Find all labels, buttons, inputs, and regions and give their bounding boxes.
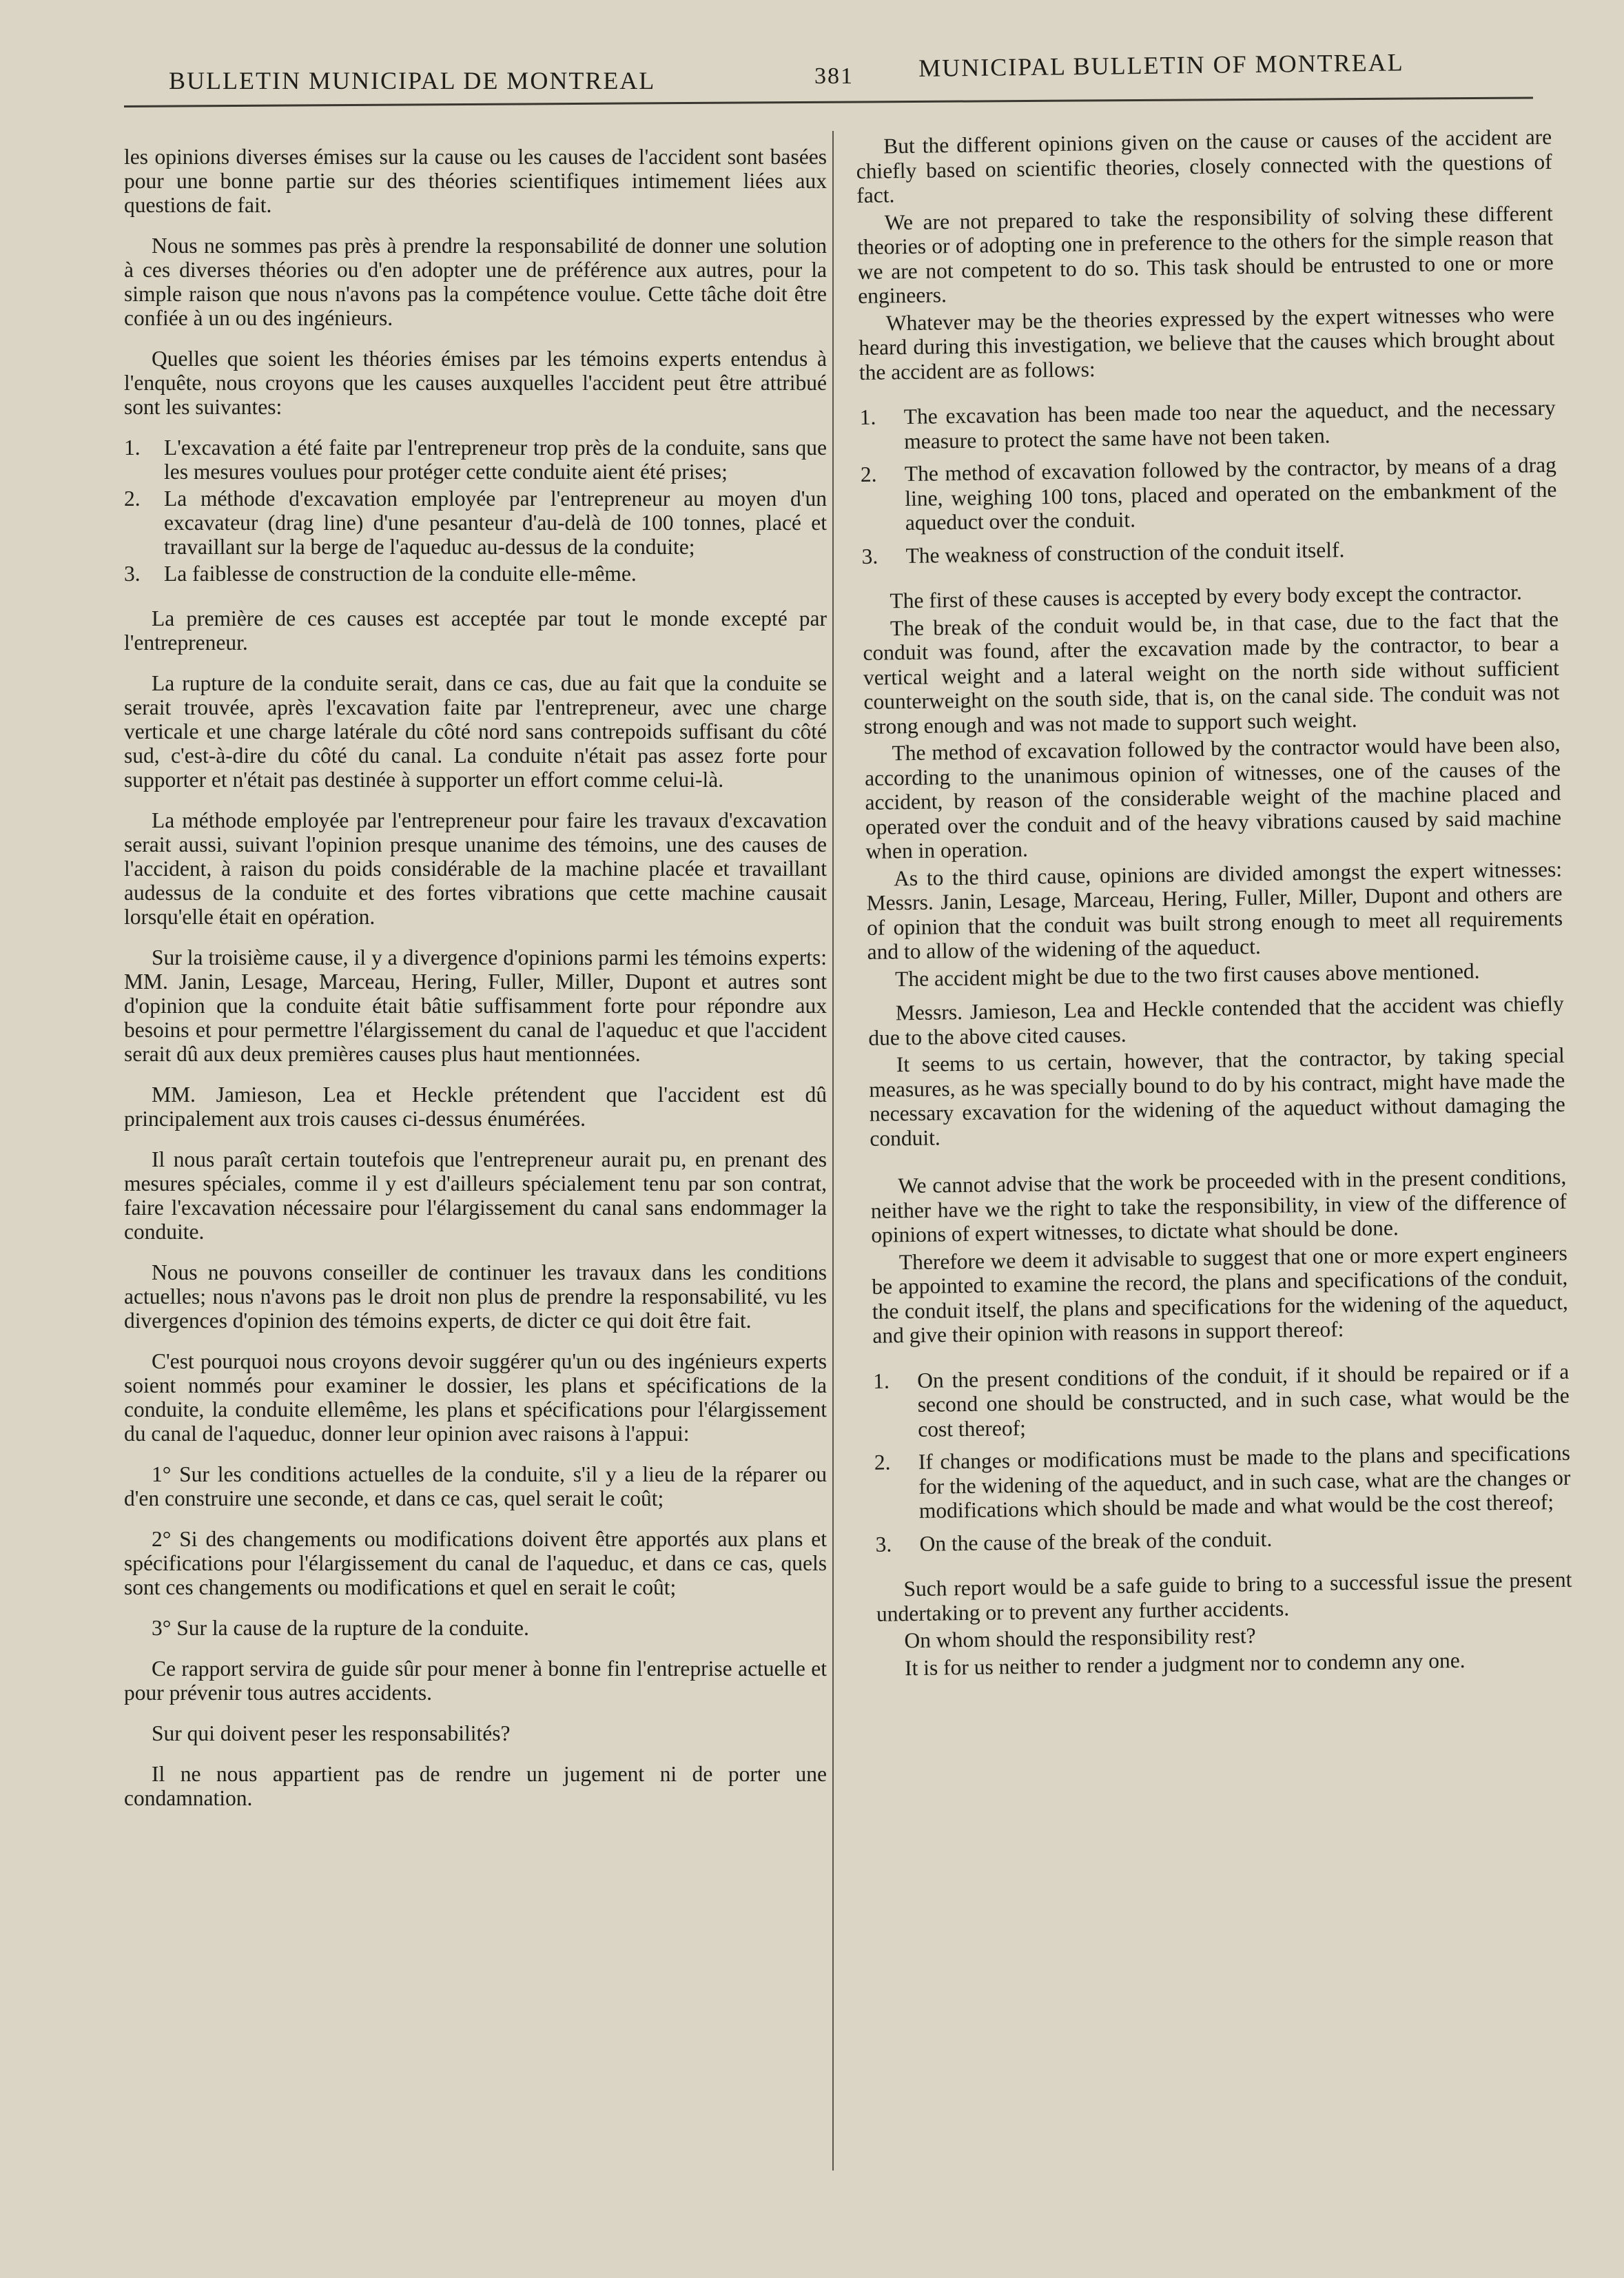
list-number: 3. [124,562,141,586]
list-item [875,1522,1571,1557]
header-left-title: BULLETIN MUNICIPAL DE MONTREAL [169,67,656,94]
fr-paragraph: Ce rapport servira de guide sûr pour mener à bonne fin l'entreprise actuelle et pour prévenir tous autres accidents. [124,1656,827,1705]
en-paragraph: Messrs. Jamieson, Lea and Heckle contended that the accident was chiefly due to the above cited causes. [868,991,1564,1050]
list-number: 1. [124,435,141,460]
list-number: 2. [860,462,877,486]
list-number: 1. [873,1368,890,1393]
en-paragraph: It is for us neither to render a judgment nor to condemn any one. [904,1648,1466,1680]
list-item [859,396,1556,454]
fr-paragraph: Sur qui doivent peser les responsabilités? [152,1721,511,1745]
en-paragraph: The first of these causes is accepted by every body except the contractor. [890,579,1523,613]
list-item [861,453,1557,536]
fr-paragraph: Quelles que soient les théories émises par les témoins experts entendus à l'enquête, nous croyons que les causes auxquelles l'accident peut être attribué sont les suivantes: [124,347,827,419]
list-item [873,1359,1570,1442]
list-item [124,562,827,586]
list-text: If changes or modifications must be made to the plans and specifications for the widening of the aqueduct, and in such case, what are the changes or modifications which should be made and what would be the cost thereof; [918,1440,1571,1523]
fr-causes-list [124,435,827,586]
fr-question: 2° Si des changements ou modifications doivent être apportés aux plans et spécifications pour l'élargissement du canal de l'aqueduc, et dans ce cas, quels sont ces changements ou modifications et quel en serait le coût; [124,1527,827,1599]
list-text: The weakness of construction of the conduit itself. [905,537,1345,568]
en-paragraph: Therefore we deem it advisable to suggest that one or more expert engineers be appointed to examine the record, the plans and specifications of the conduit, the conduit itself, the plans and specifications for the widening of the aqueduct, and give their opinion with reasons in support thereof: [872,1240,1568,1348]
en-paragraph: It seems to us certain, however, that the contractor, by taking special measures, as he was specially bound to do by his contract, might have made the necessary excavation for the widening of the aqueduct without damaging the conduit. [869,1043,1565,1151]
list-text: The excavation has been made too near the aqueduct, and the necessary measure to protect the same have not been taken. [903,395,1556,453]
list-item [861,534,1557,568]
french-column [124,145,827,1827]
header-rule [124,97,1533,107]
list-text: On the present conditions of the conduit, if it should be repaired or if a second one should be constructed, and in such case, what would be the cost thereof; [917,1359,1570,1441]
fr-paragraph: Il nous paraît certain toutefois que l'entrepreneur aurait pu, en prenant des mesures spéciales, comme il y est d'ailleurs spécialement tenu par son contrat, faire l'excavation nécessaire pour l'élargissement du canal sans endommager la conduite. [124,1147,827,1244]
list-item [124,435,827,484]
en-paragraph: But the different opinions given on the cause or causes of the accident are chiefly based on scientific theories, closely connected with the questions of fact. [856,124,1552,207]
page-number: 381 [814,63,854,89]
header-right-title: MUNICIPAL BULLETIN OF MONTREAL [918,48,1404,82]
list-number: 2. [124,486,141,511]
en-causes-list [859,396,1557,568]
list-text: On the cause of the break of the conduit. [919,1526,1273,1556]
list-text: The method of excavation followed by the contractor, by means of a drag line, weighing 100 tons, placed and operated on the embankment of the aqueduct over the conduit. [904,452,1557,535]
fr-paragraph: Sur la troisième cause, il y a divergence d'opinions parmi les témoins experts: MM. Janin, Lesage, Marceau, Hering, Fuller, Miller, Dupont et autres sont d'opinion que la conduite était bâtie suffisamment forte pour répondre aux besoins et pour permettre l'élargissement du canal de l'aqueduc et que l'accident serait dû aux deux premières causes plus haut mentionnées. [124,945,827,1066]
en-paragraph: We are not prepared to take the responsibility of solving these different theories or of adopting one in preference to the others for the simple reason that we are not competent to do so. This task should be entrusted to one or more engineers. [857,201,1554,308]
en-paragraph: We cannot advise that the work be proceeded with in the present conditions, neither have we the right to take the responsibility, in view of the difference of opinions of expert witnesses, to dictate what should be done. [870,1164,1567,1247]
fr-paragraph: Il ne nous appartient pas de rendre un jugement ni de porter une condamnation. [124,1762,827,1810]
list-number: 3. [875,1531,892,1557]
fr-paragraph: Nous ne pouvons conseiller de continuer les travaux dans les conditions actuelles; nous n'avons pas le droit non plus de prendre la responsabilité, vu les divergences d'opinion des témoins experts, de dicter ce qui doit être fait. [124,1260,827,1333]
en-paragraph: On whom should the responsibility rest? [904,1623,1256,1653]
list-number: 3. [861,544,878,568]
fr-paragraph: les opinions diverses émises sur la cause ou les causes de l'accident sont basées pour une bonne partie sur des théories scientifiques intimement liées aux questions de fait. [124,145,827,217]
list-item [874,1441,1571,1524]
en-paragraph: As to the third cause, opinions are divided amongst the expert witnesses: Messrs. Janin, Lesage, Marceau, Hering, Fuller, Miller, Dupont and others are of opinion that the conduit was built strong enough to meet all requirements and to allow of the widening of the aqueduct. [866,856,1563,964]
en-paragraph: Such report would be a safe guide to bring to a successful issue the present undertaking or to prevent any further accidents. [876,1567,1572,1626]
en-paragraph: The method of excavation followed by the contractor would have been also, according to the unanimous opinion of witnesses, one of the causes of the accident, by reason of the considerable weight of the machine placed and operated over the conduit and of the heavy vibrations caused by said machine when in operation. [864,731,1562,863]
en-paragraph: The accident might be due to the two first causes above mentioned. [894,958,1480,991]
list-number: 2. [874,1450,891,1475]
en-paragraph: Whatever may be the theories expressed by the expert witnesses who were heard during this investigation, we believe that the causes which brought about the accident are as follows: [859,301,1555,384]
fr-question: 1° Sur les conditions actuelles de la conduite, s'il y a lieu de la réparer ou d'en construire une seconde, et dans ce cas, quel serait le coût; [124,1462,827,1510]
list-text: La faiblesse de construction de la conduite elle-même. [164,562,637,586]
list-text: La méthode d'excavation employée par l'entrepreneur au moyen d'un excavateur (drag line) d'une pesanteur d'au-delà de 100 tonnes, placé et travaillant sur la berge de l'aqueduc au-dessus de la conduite; [164,486,827,559]
fr-paragraph: MM. Jamieson, Lea et Heckle prétendent que l'accident est dû principalement aux trois causes ci-dessus énumérées. [124,1082,827,1131]
list-number: 1. [859,404,876,429]
fr-paragraph: La rupture de la conduite serait, dans ce cas, due au fait que la conduite se serait trouvée, après l'excavation faite par l'entrepreneur, avec une charge verticale et une charge latérale du côté nord sans contrepoids suffisant du côté sud, c'est-à-dire du côté du canal. La conduite n'était pas assez forte pour supporter et n'était pas destinée à supporter un effort comme celui-là. [124,671,827,792]
english-column [856,125,1573,1683]
en-questions-list [873,1359,1572,1557]
en-paragraph: The break of the conduit would be, in that case, due to the fact that the conduit was found, after the excavation made by the contractor, to bear a vertical weight and a lateral weight on the north side without sufficient counterweight on the south side, that is, on the canal side. The conduit was not strong enough and was not made to support such weight. [863,606,1560,739]
fr-paragraph: C'est pourquoi nous croyons devoir suggérer qu'un ou des ingénieurs experts soient nommés pour examiner le dossier, les plans et spécifications de la conduite, la conduite ellemême, les plans et spécifications pour l'élargissement du canal de l'aqueduc, donner leur opinion avec raisons à l'appui: [124,1349,827,1446]
column-divider [832,131,834,2171]
fr-paragraph: La première de ces causes est acceptée par tout le monde excepté par l'entrepreneur. [124,606,827,655]
list-item [124,486,827,559]
fr-paragraph: La méthode employée par l'entrepreneur pour faire les travaux d'excavation serait aussi, suivant l'opinion presque unanime des témoins, une des causes de l'accident, à raison du poids considérable de la machine placée et travaillant audessus de la conduite et des fortes vibrations que cette machine causait lorsqu'elle était en opération. [124,808,827,929]
fr-paragraph: Nous ne sommes pas près à prendre la responsabilité de donner une solution à ces diverses théories ou d'en adopter une de préférence aux autres, pour la simple raison que nous n'avons pas la compétence voulue. Cette tâche doit être confiée à un ou des ingénieurs. [124,234,827,330]
list-text: L'excavation a été faite par l'entrepreneur trop près de la conduite, sans que les mesures voulues pour protéger cette conduite aient été prises; [164,435,827,484]
fr-question: 3° Sur la cause de la rupture de la conduite. [152,1616,529,1640]
